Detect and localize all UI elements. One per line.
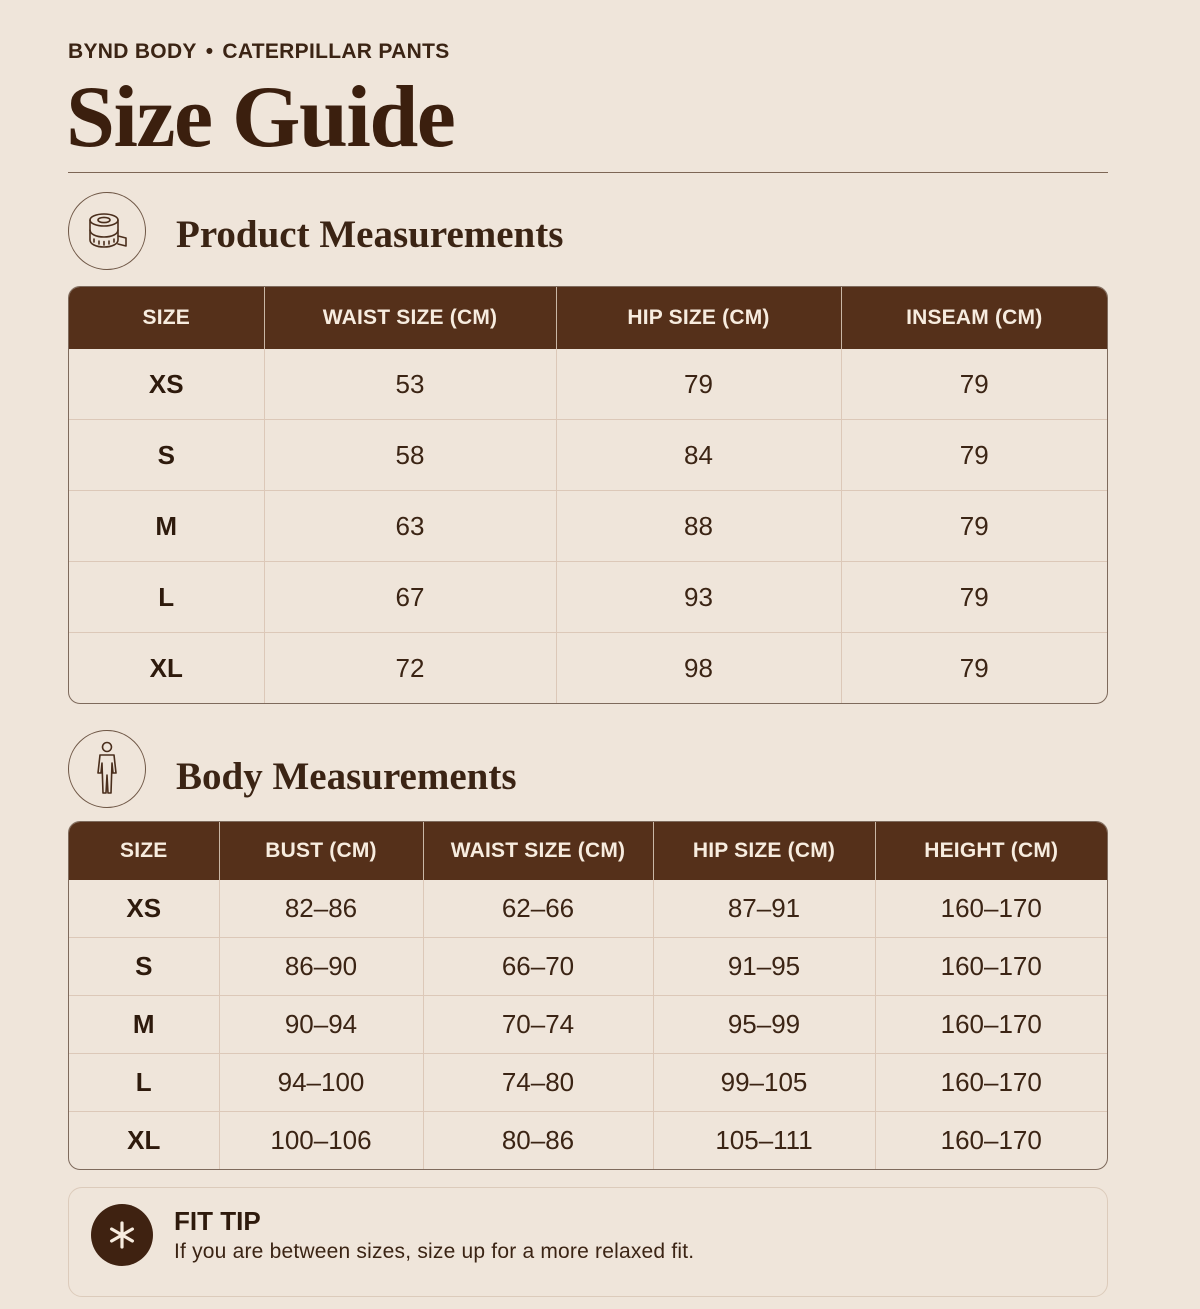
column-header: HIP SIZE (CM) — [556, 287, 841, 349]
waist-cell: 58 — [264, 420, 556, 491]
column-header: SIZE — [69, 287, 264, 349]
table-row — [69, 1112, 1107, 1170]
bust-cell: 90–94 — [219, 996, 423, 1054]
size-cell: XL — [69, 1112, 219, 1170]
inseam-cell: 79 — [841, 491, 1107, 562]
table-row — [69, 938, 1107, 996]
product-measurements-table — [68, 286, 1108, 704]
product-measurements-heading: Product Measurements — [176, 213, 564, 256]
table-row — [69, 349, 1107, 420]
bust-cell: 94–100 — [219, 1054, 423, 1112]
hip-cell: 95–99 — [653, 996, 875, 1054]
table-row — [69, 1054, 1107, 1112]
size-cell: XS — [69, 880, 219, 938]
page-title: Size Guide — [66, 69, 455, 166]
size-cell: XL — [69, 633, 264, 704]
column-header: WAIST SIZE (CM) — [264, 287, 556, 349]
waist-cell: 74–80 — [423, 1054, 653, 1112]
height-cell: 160–170 — [875, 996, 1107, 1054]
table-header-row — [69, 822, 1107, 880]
table-row — [69, 996, 1107, 1054]
breadcrumb — [68, 40, 450, 64]
body-measurements-table — [68, 821, 1108, 1170]
bust-cell: 86–90 — [219, 938, 423, 996]
column-header: BUST (CM) — [219, 822, 423, 880]
waist-cell: 66–70 — [423, 938, 653, 996]
size-cell: L — [69, 562, 264, 633]
inseam-cell: 79 — [841, 420, 1107, 491]
table-row — [69, 633, 1107, 704]
hip-cell: 88 — [556, 491, 841, 562]
table-row — [69, 562, 1107, 633]
table-row — [69, 880, 1107, 938]
hip-cell: 87–91 — [653, 880, 875, 938]
column-header: WAIST SIZE (CM) — [423, 822, 653, 880]
separator-dot: • — [205, 40, 214, 63]
waist-cell: 53 — [264, 349, 556, 420]
column-header: HEIGHT (CM) — [875, 822, 1107, 880]
size-cell: S — [69, 938, 219, 996]
inseam-cell: 79 — [841, 562, 1107, 633]
column-header: HIP SIZE (CM) — [653, 822, 875, 880]
hip-cell: 93 — [556, 562, 841, 633]
size-cell: L — [69, 1054, 219, 1112]
table-header-row — [69, 287, 1107, 349]
bust-cell: 100–106 — [219, 1112, 423, 1170]
waist-cell: 67 — [264, 562, 556, 633]
fit-tip-title: FIT TIP — [174, 1206, 261, 1236]
waist-cell: 62–66 — [423, 880, 653, 938]
waist-cell: 80–86 — [423, 1112, 653, 1170]
body-measurements-heading: Body Measurements — [176, 755, 517, 798]
size-cell: M — [69, 491, 264, 562]
fit-tip-card — [68, 1187, 1108, 1297]
inseam-cell: 79 — [959, 368, 989, 399]
size-cell: XS — [69, 349, 264, 420]
bust-cell: 82–86 — [219, 880, 423, 938]
size-cell: S — [69, 420, 264, 491]
hip-cell: 84 — [556, 420, 841, 491]
asterisk-icon — [91, 1204, 153, 1266]
waist-cell: 70–74 — [423, 996, 653, 1054]
hip-cell: 79 — [556, 349, 841, 420]
title-divider — [68, 172, 1108, 173]
inseam-cell: 79 — [841, 633, 1107, 704]
height-cell: 160–170 — [940, 893, 1042, 923]
product-name: CATERPILLAR PANTS — [222, 40, 450, 63]
table-row — [69, 491, 1107, 562]
hip-cell: 99–105 — [653, 1054, 875, 1112]
height-cell: 160–170 — [875, 1054, 1107, 1112]
measuring-tape-icon — [68, 192, 146, 270]
fit-tip-text: If you are between sizes, size up for a more relaxed fit. — [174, 1240, 695, 1263]
person-icon — [68, 730, 146, 808]
table-row — [69, 420, 1107, 491]
waist-cell: 63 — [264, 491, 556, 562]
size-cell: M — [69, 996, 219, 1054]
height-cell: 160–170 — [875, 938, 1107, 996]
height-cell: 160–170 — [875, 1112, 1107, 1170]
column-header: INSEAM (CM) — [841, 287, 1107, 349]
hip-cell: 105–111 — [653, 1112, 875, 1170]
waist-cell: 72 — [264, 633, 556, 704]
hip-cell: 91–95 — [653, 938, 875, 996]
hip-cell: 98 — [556, 633, 841, 704]
column-header: SIZE — [69, 822, 219, 880]
brand-name: BYND BODY — [68, 40, 197, 63]
